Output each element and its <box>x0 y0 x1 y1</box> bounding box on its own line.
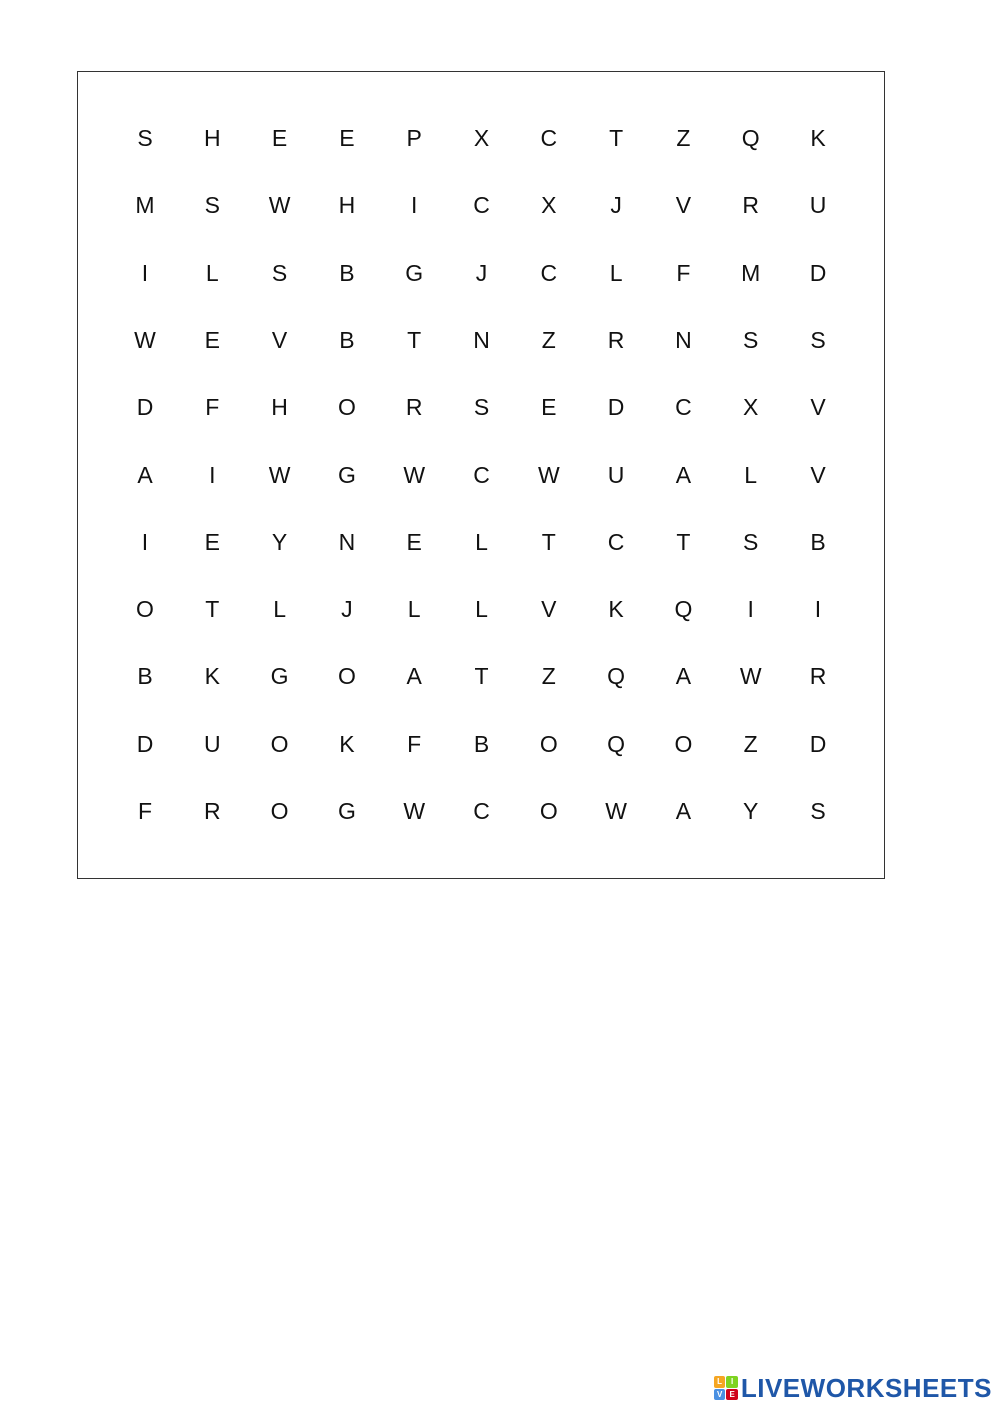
grid-letter[interactable]: B <box>339 259 355 286</box>
grid-letter[interactable]: M <box>741 259 761 286</box>
grid-letter[interactable]: I <box>410 192 418 219</box>
grid-letter[interactable]: R <box>809 663 827 690</box>
grid-letter[interactable]: D <box>136 394 154 421</box>
grid-letter[interactable]: R <box>742 192 759 219</box>
grid-letter[interactable]: S <box>271 259 288 286</box>
grid-letter[interactable]: V <box>271 326 288 353</box>
word-search-box <box>77 71 885 879</box>
grid-letter[interactable]: W <box>605 798 627 824</box>
grid-letter[interactable]: T <box>407 326 422 353</box>
grid-letter[interactable]: Z <box>676 125 691 151</box>
grid-letter[interactable]: Q <box>674 596 693 623</box>
grid-letter[interactable]: C <box>473 461 490 488</box>
grid-letter[interactable]: P <box>406 125 422 151</box>
grid-letter[interactable]: X <box>541 192 557 219</box>
grid-letter[interactable]: J <box>610 192 622 219</box>
logo-mark-tile: E <box>726 1389 738 1401</box>
grid-letter[interactable]: S <box>473 394 490 421</box>
logo-mark-tile: L <box>714 1376 726 1388</box>
grid-letter[interactable]: W <box>537 461 560 488</box>
logo-mark-tile: I <box>726 1376 738 1388</box>
grid-letter[interactable]: Q <box>607 663 626 690</box>
grid-letter[interactable]: L <box>475 596 488 623</box>
grid-letter[interactable]: C <box>540 259 558 286</box>
grid-letter[interactable]: J <box>475 259 488 286</box>
grid-letter[interactable]: K <box>204 663 220 690</box>
grid-letter[interactable]: O <box>337 663 356 690</box>
grid-letter[interactable]: L <box>475 528 488 555</box>
grid-letter[interactable]: M <box>135 192 155 219</box>
grid-letter[interactable]: F <box>676 259 691 286</box>
grid-letter[interactable]: A <box>137 461 153 488</box>
grid-letter[interactable]: D <box>809 259 827 286</box>
grid-letter[interactable]: A <box>675 663 692 690</box>
grid-letter[interactable]: T <box>474 663 489 690</box>
grid-letter[interactable]: E <box>406 528 422 555</box>
grid-letter[interactable]: V <box>810 394 826 421</box>
grid-letter[interactable]: T <box>205 596 220 623</box>
grid-letter[interactable]: A <box>406 663 422 690</box>
word-search-grid <box>78 72 884 878</box>
grid-letter[interactable]: K <box>810 125 826 151</box>
grid-letter[interactable]: W <box>268 461 291 488</box>
grid-letter[interactable]: C <box>607 528 625 555</box>
grid-letter[interactable]: E <box>541 394 557 421</box>
grid-letter[interactable]: O <box>337 394 356 421</box>
grid-letter[interactable]: H <box>271 394 288 421</box>
grid-letter[interactable]: O <box>674 730 693 757</box>
grid-letter[interactable]: O <box>539 798 558 824</box>
grid-letter[interactable]: S <box>810 798 826 824</box>
grid-letter[interactable]: B <box>339 326 355 353</box>
grid-letter[interactable]: I <box>141 528 149 555</box>
grid-letter[interactable]: L <box>744 461 758 488</box>
grid-letter[interactable]: U <box>203 730 221 757</box>
grid-letter[interactable]: O <box>539 730 558 757</box>
grid-letter[interactable]: A <box>675 798 692 824</box>
grid-letter[interactable]: V <box>541 596 557 623</box>
grid-letter[interactable]: B <box>137 663 153 690</box>
logo-mark-icon <box>714 1376 738 1400</box>
grid-letter[interactable]: W <box>268 192 291 219</box>
grid-letter[interactable]: L <box>205 259 219 286</box>
grid-letter[interactable]: A <box>675 461 692 488</box>
logo-text: LIVEWORKSHEETS <box>740 1372 992 1403</box>
grid-letter[interactable]: C <box>473 798 490 824</box>
grid-letter[interactable]: D <box>136 730 154 757</box>
grid-letter[interactable]: Y <box>743 798 759 824</box>
grid-letter[interactable]: N <box>675 326 692 353</box>
grid-letter[interactable]: H <box>338 192 356 219</box>
grid-letter[interactable]: S <box>743 528 759 555</box>
grid-letter[interactable]: N <box>338 528 356 555</box>
grid-letter[interactable]: K <box>339 730 355 757</box>
grid-letter[interactable]: Z <box>743 730 758 757</box>
grid-letter[interactable]: I <box>814 596 822 623</box>
liveworksheets-logo <box>714 1371 992 1405</box>
grid-letter[interactable]: F <box>407 730 422 757</box>
grid-letter[interactable]: F <box>205 394 220 421</box>
grid-letter[interactable]: R <box>203 798 221 824</box>
grid-letter[interactable]: E <box>339 125 355 151</box>
grid-letter[interactable]: X <box>473 125 490 151</box>
grid-letter[interactable]: Z <box>541 326 556 353</box>
grid-letter[interactable]: W <box>403 461 426 488</box>
grid-letter[interactable]: C <box>540 125 558 151</box>
grid-letter[interactable]: T <box>541 528 556 555</box>
grid-letter[interactable]: B <box>810 528 826 555</box>
grid-letter[interactable]: R <box>405 394 423 421</box>
grid-letter[interactable]: U <box>809 192 827 219</box>
grid-letter[interactable]: L <box>407 596 421 623</box>
grid-letter[interactable]: O <box>270 798 289 824</box>
grid-letter[interactable]: I <box>747 596 754 623</box>
grid-letter[interactable]: D <box>607 394 625 421</box>
grid-letter[interactable]: X <box>743 394 759 421</box>
grid-letter[interactable]: H <box>203 125 221 151</box>
grid-letter[interactable]: S <box>204 192 220 219</box>
grid-letter[interactable]: Y <box>271 528 288 555</box>
grid-letter[interactable]: W <box>134 326 156 353</box>
grid-letter[interactable]: V <box>810 461 826 488</box>
grid-letter[interactable]: W <box>739 663 762 690</box>
grid-letter[interactable]: G <box>270 663 289 690</box>
grid-letter[interactable]: E <box>204 528 220 555</box>
grid-letter[interactable]: G <box>337 798 356 824</box>
grid-letter[interactable]: S <box>743 326 759 353</box>
grid-letter[interactable]: U <box>607 461 625 488</box>
grid-letter[interactable]: K <box>608 596 624 623</box>
grid-letter[interactable]: C <box>675 394 692 421</box>
grid-letter[interactable]: E <box>271 125 288 151</box>
grid-letter[interactable]: W <box>403 798 426 824</box>
grid-letter[interactable]: F <box>137 798 153 824</box>
grid-letter[interactable]: S <box>810 326 826 353</box>
logo-mark-tile: V <box>714 1389 726 1401</box>
grid-letter[interactable]: R <box>607 326 625 353</box>
grid-letter[interactable]: I <box>209 461 216 488</box>
grid-letter[interactable]: T <box>609 125 624 151</box>
grid-letter[interactable]: O <box>136 596 154 623</box>
grid-letter[interactable]: J <box>341 596 353 623</box>
grid-letter[interactable]: Z <box>541 663 556 690</box>
grid-letter[interactable]: G <box>405 259 424 286</box>
grid-letter[interactable]: G <box>337 461 356 488</box>
grid-letter[interactable]: V <box>675 192 692 219</box>
grid-letter[interactable]: B <box>473 730 490 757</box>
grid-letter[interactable]: Q <box>741 125 760 151</box>
grid-letter[interactable]: T <box>676 528 691 555</box>
grid-letter[interactable]: D <box>809 730 827 757</box>
grid-letter[interactable]: N <box>473 326 490 353</box>
grid-letter[interactable]: S <box>137 125 153 151</box>
grid-letter[interactable]: O <box>270 730 289 757</box>
grid-letter[interactable]: L <box>273 596 286 623</box>
grid-letter[interactable]: E <box>204 326 220 353</box>
grid-letter[interactable]: C <box>473 192 490 219</box>
grid-letter[interactable]: L <box>609 259 623 286</box>
grid-letter[interactable]: Q <box>607 730 626 757</box>
grid-letter[interactable]: I <box>141 259 149 286</box>
